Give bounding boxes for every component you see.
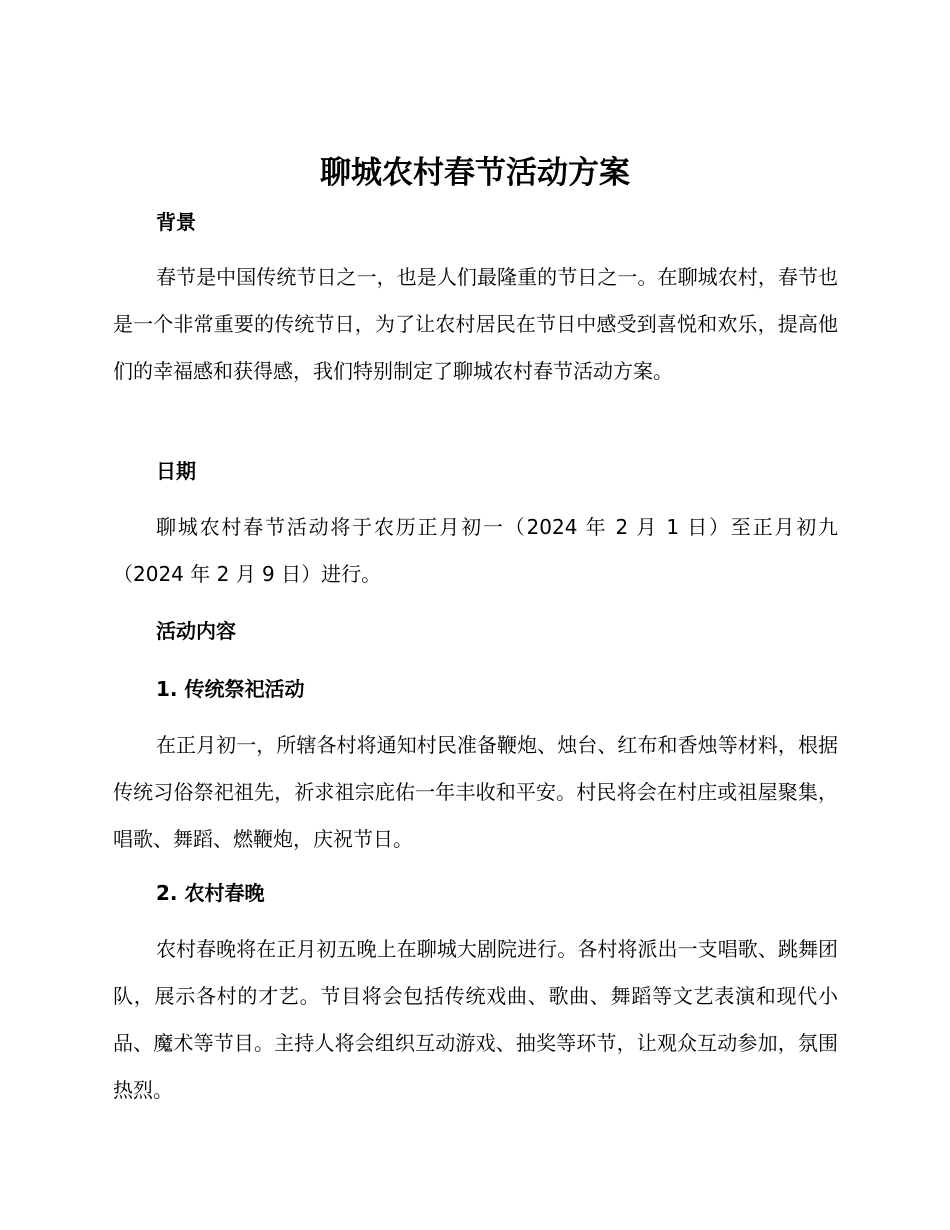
section-heading-traditional-worship: 1. 传统祭祀活动: [156, 677, 305, 701]
section-heading-activities: 活动内容: [156, 619, 236, 643]
section-paragraph-traditional-worship: 在正月初一，所辖各村将通知村民准备鞭炮、烛台、红布和香烛等材料，根据传统习俗祭祀祖先，祈求祖宗庇佑一年丰收和平安。村民将会在村庄或祖屋聚集，唱歌、舞蹈、燃鞭炮，庆祝节日。: [113, 733, 838, 851]
section-heading-village-gala: 2. 农村春晚: [156, 881, 265, 905]
section-heading-date: 日期: [156, 459, 196, 483]
section-paragraph-date: 聊城农村春节活动将于农历正月初一（2024 年 2 月 1 日）至正月初九（2024 年 2 月 9 日）进行。: [113, 515, 838, 586]
section-heading-background: 背景: [156, 210, 196, 234]
document-title: 聊城农村春节活动方案: [320, 155, 630, 191]
section-paragraph-background: 春节是中国传统节日之一，也是人们最隆重的节日之一。在聊城农村，春节也是一个非常重要的传统节日，为了让农村居民在节日中感受到喜悦和欢乐，提高他们的幸福感和获得感，我们特别制定了聊城农村春节活动方案。: [113, 265, 838, 383]
section-paragraph-village-gala: 农村春晚将在正月初五晚上在聊城大剧院进行。各村将派出一支唱歌、跳舞团队，展示各村的才艺。节目将会包括传统戏曲、歌曲、舞蹈等文艺表演和现代小品、魔术等节目。主持人将会组织互动游戏、抽奖等环节，让观众互动参加，氛围热烈。: [113, 937, 838, 1102]
